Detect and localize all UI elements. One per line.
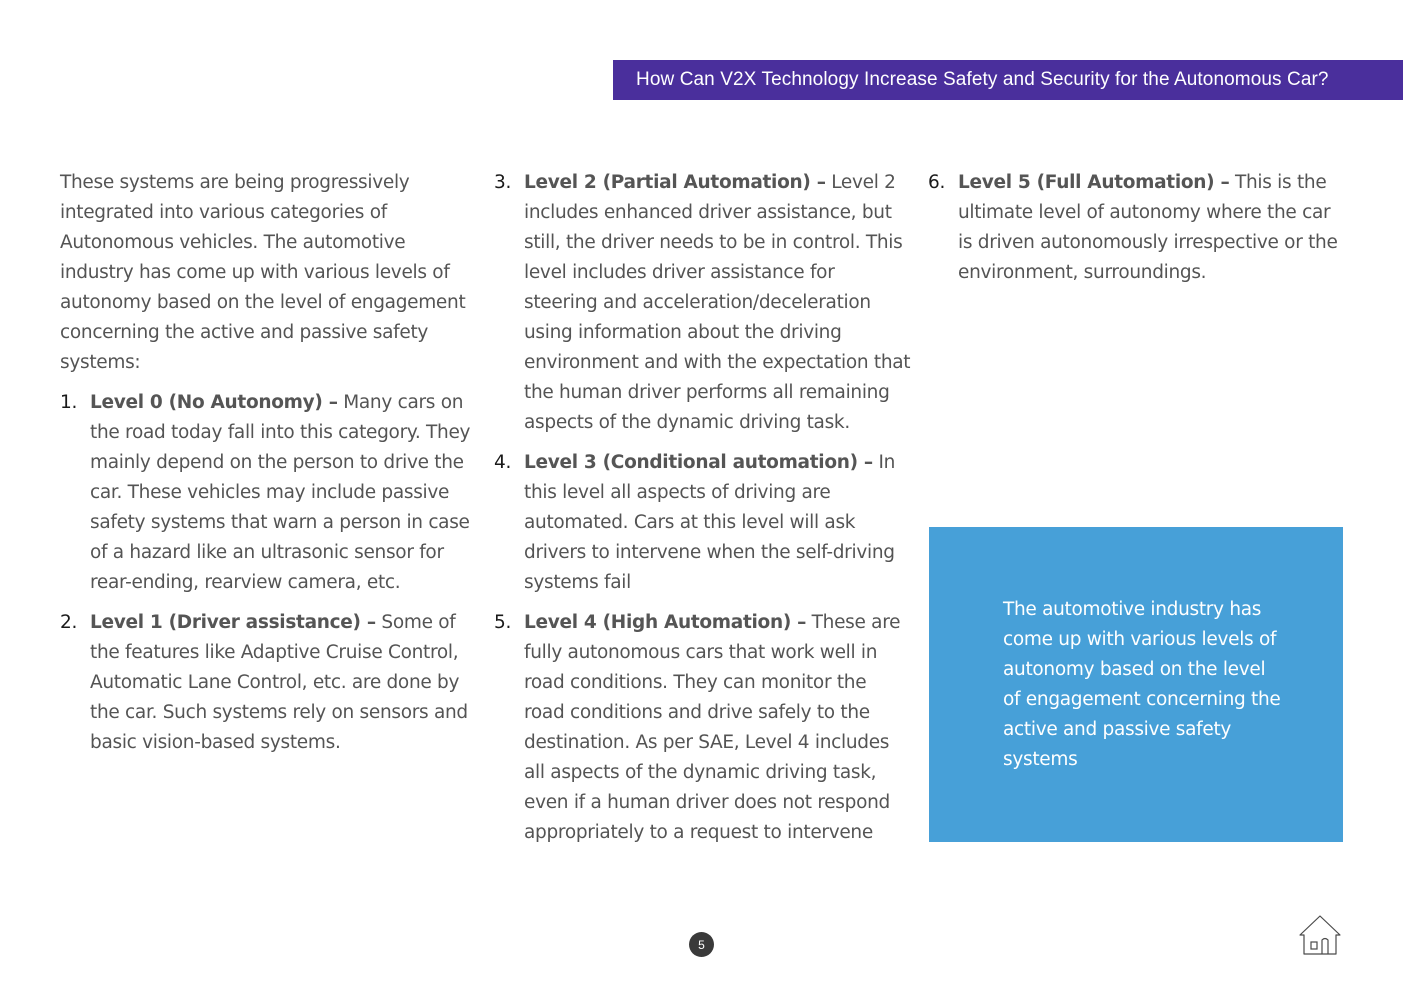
list-number: 5.: [494, 612, 512, 633]
level-dash: –: [1214, 172, 1230, 193]
header-bar: [613, 60, 1403, 100]
list-number: 4.: [494, 452, 512, 473]
callout-box: [929, 527, 1343, 842]
level-title: Level 3 (Conditional automation): [524, 452, 858, 473]
home-icon-graphic: [1298, 914, 1342, 956]
level-title: Level 2 (Partial Automation): [524, 172, 811, 193]
level-description: Level 2 includes enhanced driver assistance, but still, the driver needs to be in control. This level includes driver assistance for steering and acceleration/deceleration using information about the driving environment and with the expectation that the human driver performs all remaining aspects of the dynamic driving task.: [524, 172, 911, 433]
level-dash: –: [791, 612, 807, 633]
level-dash: –: [810, 172, 826, 193]
list-item-level-0: [60, 388, 476, 598]
column-middle: [494, 168, 912, 858]
page-header-title: How Can V2X Technology Increase Safety and Security for the Autonomous Car?: [636, 69, 1329, 90]
level-dash: –: [360, 612, 376, 633]
list-item-level-1: [60, 608, 476, 758]
column-left: [60, 168, 476, 768]
list-number: 6.: [928, 172, 946, 193]
level-dash: –: [322, 392, 338, 413]
list-number: 2.: [60, 612, 78, 633]
list-item-level-5: [928, 168, 1346, 288]
column-right: [928, 168, 1346, 298]
list-item-level-3: [494, 448, 912, 598]
level-title: Level 4 (High Automation): [524, 612, 791, 633]
callout-text: The automotive industry has come up with various levels of autonomy based on the level of engagement concerning the active and passive safety systems: [1003, 599, 1281, 770]
page-number-badge: 5: [689, 932, 714, 957]
intro-paragraph: These systems are being progressively integrated into various categories of Autonomous vehicles. The automotive industry has come up with various levels of autonomy based on the level of engagement concerning the active and passive safety systems:: [60, 172, 466, 373]
level-title: Level 1 (Driver assistance): [90, 612, 361, 633]
level-dash: –: [857, 452, 873, 473]
level-description: In this level all aspects of driving are automated. Cars at this level will ask drivers to intervene when the self-driving systems fail: [524, 452, 896, 593]
list-number: 3.: [494, 172, 512, 193]
level-description: This is the ultimate level of autonomy where the car is driven autonomously irrespective or the environment, surroundings.: [958, 172, 1338, 283]
level-description: Some of the features like Adaptive Cruise Control, Automatic Lane Control, etc. are done by the car. Such systems rely on sensors and basic vision-based systems.: [90, 612, 468, 753]
level-title: Level 5 (Full Automation): [958, 172, 1215, 193]
home-icon[interactable]: [1298, 914, 1342, 956]
level-title: Level 0 (No Autonomy): [90, 392, 323, 413]
list-number: 1.: [60, 392, 78, 413]
level-description: These are fully autonomous cars that work well in road conditions. They can monitor the road conditions and drive safely to the destination. As per SAE, Level 4 includes all aspects of the dynamic driving task, even if a human driver does not respond appropriately to a request to intervene: [524, 612, 901, 843]
list-item-level-2: [494, 168, 912, 438]
level-description: Many cars on the road today fall into this category. They mainly depend on the person to drive the car. These vehicles may include passive safety systems that warn a person in case of a hazard like an ultrasonic sensor for rear-ending, rearview camera, etc.: [90, 392, 471, 593]
list-item-level-4: [494, 608, 912, 848]
